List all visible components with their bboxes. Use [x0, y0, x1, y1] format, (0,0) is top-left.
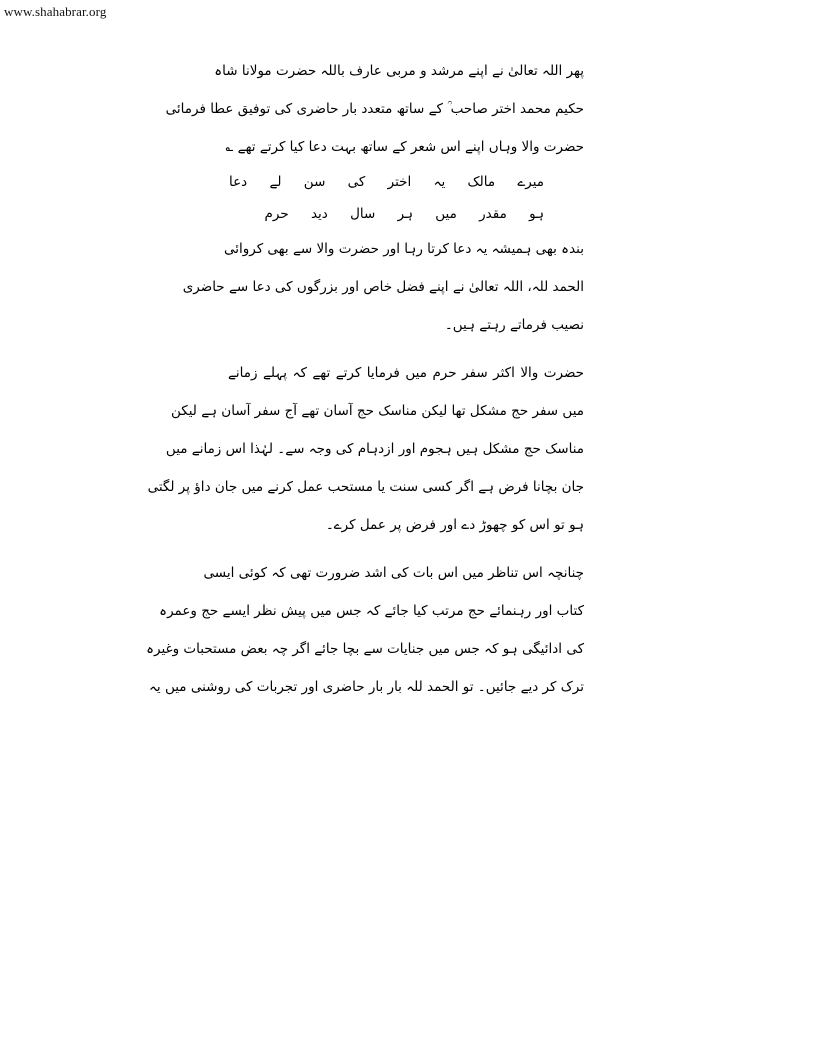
paragraph-prayer	[182, 230, 584, 344]
urdu-text-body	[146, 52, 584, 706]
text-line: بندہ بھی ہمیشہ یہ دعا کرتا رہا اور حضرت والا سے بھی کروائی	[223, 241, 584, 257]
verse-line: میرے مالک یہ اختر کی سن لے دعا	[229, 174, 544, 190]
text-line: چنانچہ اس تناظر میں اس بات کی اشد ضرورت تھی کہ کوئی ایسی	[203, 565, 584, 581]
text-line: مناسک حج مشکل ہیں ہجوم اور ازدہام کی وجہ سے۔ لہٰذا اس زمانے میں	[165, 441, 584, 457]
poetry-couplet	[229, 166, 544, 230]
text-line: حکیم محمد اختر صاحب ؒ کے ساتھ متعدد بار حاضری کی توفیق عطا فرمائی	[165, 101, 584, 117]
text-line: جان بچانا فرض ہے اگر کسی سنت یا مستحب عمل کرنے میں جان داؤ پر لگتی	[147, 479, 584, 495]
text-line: حضرت والا اکثر سفر حرم میں فرمایا کرتے تھے کہ پہلے زمانے	[228, 365, 584, 381]
paragraph-intro	[165, 52, 584, 166]
paragraph-hajj-guidance	[147, 354, 584, 544]
paragraph-spacer	[228, 344, 584, 354]
paragraph-spacer	[228, 544, 584, 554]
text-line: ہو تو اس کو چھوڑ دے اور فرض پر عمل کرے۔	[325, 517, 584, 533]
text-line: کتاب اور رہنمائے حج مرتب کیا جائے کہ جس میں پیش نظر ایسے حج وعمرہ	[159, 603, 584, 619]
text-line: الحمد للہ، اللہ تعالیٰ نے اپنے فضل خاص اور بزرگوں کی دعا سے حاضری	[182, 279, 584, 295]
text-line: کی ادائیگی ہو کہ جس میں جنایات سے بچا جائے اگر چہ بعض مستحبات وغیرہ	[146, 641, 584, 657]
text-line: حضرت والا وہاں اپنے اس شعر کے ساتھ بہت دعا کیا کرتے تھے ؎	[225, 139, 584, 155]
text-line: نصیب فرماتے رہتے ہیں۔	[444, 317, 584, 333]
text-line: ترک کر دیے جائیں۔ تو الحمد للہ بار بار حاضری اور تجربات کی روشنی میں یہ	[149, 679, 584, 695]
verse-line: ہو مقدر میں ہر سال دید حرم	[264, 206, 544, 222]
text-line: میں سفر حج مشکل تھا لیکن مناسک حج آسان تھے آج سفر آسان ہے لیکن	[170, 403, 584, 419]
text-line: پھر اللہ تعالیٰ نے اپنے مرشد و مربی عارف باللہ حضرت مولانا شاہ	[214, 63, 584, 79]
paragraph-book-purpose	[146, 554, 584, 706]
site-url-header: www.shahabrar.org	[4, 4, 107, 19]
